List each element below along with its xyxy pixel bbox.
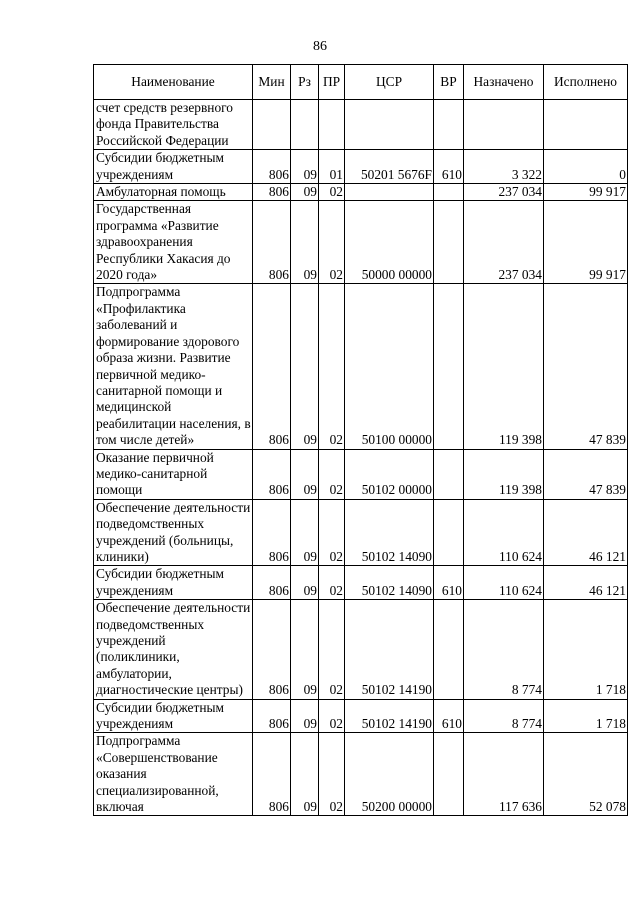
header-ispolneno: Исполнено — [544, 65, 628, 100]
cell-name: Государственная программа «Развитие здравоохранения Республики Хакасия до 2020 года» — [94, 201, 253, 284]
header-row — [94, 65, 628, 100]
cell-vr — [434, 184, 464, 201]
cell-ispolneno: 99 917 — [544, 201, 628, 284]
cell-vr: 610 — [434, 566, 464, 600]
cell-min: 806 — [253, 566, 291, 600]
cell-naznacheno: 237 034 — [464, 201, 544, 284]
cell-csr: 50201 5676F — [345, 150, 434, 184]
cell-pr: 02 — [319, 284, 345, 449]
cell-pr: 02 — [319, 733, 345, 816]
cell-pr: 02 — [319, 566, 345, 600]
cell-naznacheno: 8 774 — [464, 699, 544, 733]
cell-csr: 50200 00000 — [345, 733, 434, 816]
cell-csr: 50102 14090 — [345, 499, 434, 566]
cell-rz: 09 — [291, 150, 319, 184]
cell-ispolneno: 52 078 — [544, 733, 628, 816]
cell-ispolneno: 47 839 — [544, 449, 628, 499]
table-row — [94, 150, 628, 184]
table-row — [94, 284, 628, 449]
cell-rz: 09 — [291, 600, 319, 699]
cell-naznacheno: 110 624 — [464, 566, 544, 600]
cell-naznacheno: 8 774 — [464, 600, 544, 699]
cell-name: Подпрограмма «Совершенствование оказания специализированной, включая — [94, 733, 253, 816]
cell-vr — [434, 733, 464, 816]
cell-rz: 09 — [291, 201, 319, 284]
cell-vr: 610 — [434, 150, 464, 184]
cell-pr: 02 — [319, 499, 345, 566]
cell-ispolneno — [544, 100, 628, 150]
cell-rz: 09 — [291, 449, 319, 499]
header-name: Наименование — [94, 65, 253, 100]
table-row — [94, 566, 628, 600]
header-vr: ВР — [434, 65, 464, 100]
cell-csr: 50000 00000 — [345, 201, 434, 284]
header-min: Мин — [253, 65, 291, 100]
cell-rz: 09 — [291, 699, 319, 733]
table-row — [94, 699, 628, 733]
table-row — [94, 100, 628, 150]
cell-min: 806 — [253, 699, 291, 733]
cell-rz — [291, 100, 319, 150]
cell-csr: 50102 14190 — [345, 699, 434, 733]
cell-csr: 50102 14190 — [345, 600, 434, 699]
cell-naznacheno: 237 034 — [464, 184, 544, 201]
cell-ispolneno: 1 718 — [544, 600, 628, 699]
cell-ispolneno: 46 121 — [544, 566, 628, 600]
cell-vr — [434, 499, 464, 566]
cell-ispolneno: 47 839 — [544, 284, 628, 449]
cell-csr — [345, 184, 434, 201]
cell-min: 806 — [253, 499, 291, 566]
cell-vr — [434, 284, 464, 449]
table-row — [94, 184, 628, 201]
cell-rz: 09 — [291, 284, 319, 449]
cell-rz: 09 — [291, 733, 319, 816]
cell-ispolneno: 46 121 — [544, 499, 628, 566]
header-naznacheno: Назначено — [464, 65, 544, 100]
cell-name: Амбулаторная помощь — [94, 184, 253, 201]
cell-naznacheno: 119 398 — [464, 449, 544, 499]
cell-csr: 50102 14090 — [345, 566, 434, 600]
cell-name: Обеспечение деятельности подведомственных учреждений (больницы, клиники) — [94, 499, 253, 566]
cell-rz: 09 — [291, 566, 319, 600]
cell-min: 806 — [253, 284, 291, 449]
cell-ispolneno: 99 917 — [544, 184, 628, 201]
table-body — [94, 100, 628, 816]
cell-ispolneno: 1 718 — [544, 699, 628, 733]
cell-pr: 01 — [319, 150, 345, 184]
cell-name: счет средств резервного фонда Правительства Российской Федерации — [94, 100, 253, 150]
cell-name: Оказание первичной медико-санитарной помощи — [94, 449, 253, 499]
cell-csr — [345, 100, 434, 150]
cell-csr: 50100 00000 — [345, 284, 434, 449]
cell-pr: 02 — [319, 600, 345, 699]
cell-min: 806 — [253, 150, 291, 184]
cell-min: 806 — [253, 184, 291, 201]
table-row — [94, 201, 628, 284]
table-row — [94, 600, 628, 699]
cell-min: 806 — [253, 449, 291, 499]
cell-vr: 610 — [434, 699, 464, 733]
cell-naznacheno: 117 636 — [464, 733, 544, 816]
cell-min: 806 — [253, 201, 291, 284]
page-number: 86 — [313, 39, 327, 54]
table-row — [94, 733, 628, 816]
cell-pr — [319, 100, 345, 150]
cell-rz: 09 — [291, 499, 319, 566]
cell-name: Субсидии бюджетным учреждениям — [94, 150, 253, 184]
cell-vr — [434, 100, 464, 150]
cell-name: Субсидии бюджетным учреждениям — [94, 699, 253, 733]
budget-table — [93, 64, 628, 816]
header-rz: Рз — [291, 65, 319, 100]
cell-rz: 09 — [291, 184, 319, 201]
cell-pr: 02 — [319, 449, 345, 499]
cell-name: Обеспечение деятельности подведомственных учреждений (поликлиники, амбулатории, диагностические центры) — [94, 600, 253, 699]
table-row — [94, 449, 628, 499]
cell-min: 806 — [253, 600, 291, 699]
cell-pr: 02 — [319, 201, 345, 284]
cell-naznacheno: 119 398 — [464, 284, 544, 449]
header-pr: ПР — [319, 65, 345, 100]
cell-pr: 02 — [319, 699, 345, 733]
table-header — [94, 65, 628, 100]
cell-pr: 02 — [319, 184, 345, 201]
cell-naznacheno: 3 322 — [464, 150, 544, 184]
cell-min: 806 — [253, 733, 291, 816]
cell-naznacheno — [464, 100, 544, 150]
cell-naznacheno: 110 624 — [464, 499, 544, 566]
cell-name: Субсидии бюджетным учреждениям — [94, 566, 253, 600]
table-row — [94, 499, 628, 566]
cell-vr — [434, 449, 464, 499]
cell-vr — [434, 600, 464, 699]
cell-ispolneno: 0 — [544, 150, 628, 184]
header-csr: ЦСР — [345, 65, 434, 100]
cell-min — [253, 100, 291, 150]
cell-name: Подпрограмма «Профилактика заболеваний и формирование здорового образа жизни. Развитие первичной медико-санитарной помощи и медицинской реабилитации населения, в том числе детей» — [94, 284, 253, 449]
cell-csr: 50102 00000 — [345, 449, 434, 499]
cell-vr — [434, 201, 464, 284]
